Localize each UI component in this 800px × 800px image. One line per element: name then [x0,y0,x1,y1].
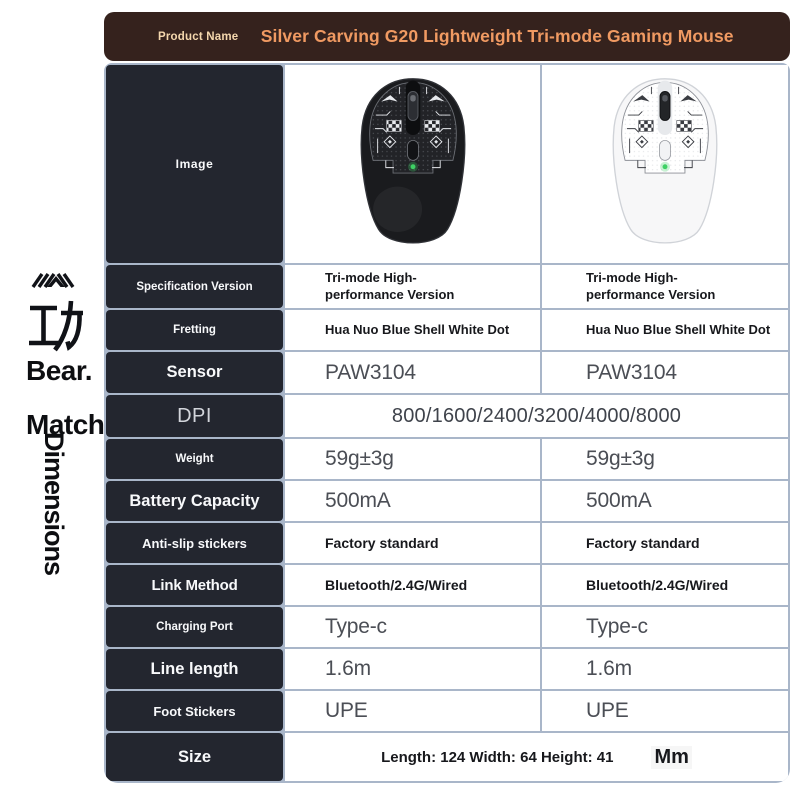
row-label-dpi: DPI [106,395,283,437]
spec-table [104,63,790,783]
value-sensor-col1: PAW3104 [285,352,540,393]
size-unit: Mm [651,746,691,769]
row-label-charging-port: Charging Port [106,607,283,647]
value-anti-slip-stickers-col2: Factory standard [542,523,788,563]
value-link-method-col2: Bluetooth/2.4G/Wired [542,565,788,605]
value-line-length-col2: 1.6m [542,649,788,689]
sidebar-word-match: Match [26,409,105,440]
led-indicator [410,164,415,169]
value-foot-stickers-col2: UPE [542,691,788,731]
image-row-label: Image [106,65,283,263]
value-battery-capacity-col1: 500mA [285,481,540,521]
cn-character-gong [26,295,86,353]
sidebar-word-bear: Bear. [26,355,92,386]
sidebar [22,272,106,575]
led-indicator [663,164,668,169]
value-specification-version-col2: Tri-mode High-performance Version [542,265,788,308]
value-specification-version-col1: Tri-mode High-performance Version [285,265,540,308]
row-label-size: Size [106,733,283,781]
row-label-battery-capacity: Battery Capacity [106,481,283,521]
dpi-button [407,140,418,160]
row-label-link-method: Link Method [106,565,283,605]
row-label-foot-stickers: Foot Stickers [106,691,283,731]
dpi-button [660,140,671,160]
sidebar-vertical-word-dimensions: Dimensions [39,432,69,576]
row-label-anti-slip-stickers: Anti-slip stickers [106,523,283,563]
hatched-stripes-logo-icon [30,272,76,289]
row-label-line-length: Line length [106,649,283,689]
value-foot-stickers-col1: UPE [285,691,540,731]
image-cell-white-version [542,65,788,263]
value-fretting-col1: Hua Nuo Blue Shell White Dot [285,310,540,350]
product-title: Silver Carving G20 Lightweight Tri-mode Gaming Mouse [260,26,734,46]
value-link-method-col1: Bluetooth/2.4G/Wired [285,565,540,605]
product-name-label: Product Name [158,30,239,43]
value-sensor-col2: PAW3104 [542,352,788,393]
value-weight-col2: 59g±3g [542,439,788,479]
value-fretting-col2: Hua Nuo Blue Shell White Dot [542,310,788,350]
value-battery-capacity-col2: 500mA [542,481,788,521]
value-charging-port-col2: Type-c [542,607,788,647]
row-label-sensor: Sensor [106,352,283,393]
row-label-fretting: Fretting [106,310,283,350]
cn-character-text [22,272,23,273]
white-mouse-image [597,71,733,257]
value-charging-port-col1: Type-c [285,607,540,647]
value-line-length-col1: 1.6m [285,649,540,689]
row-label-weight: Weight [106,439,283,479]
black-mouse-image [345,71,481,257]
value-weight-col1: 59g±3g [285,439,540,479]
value-anti-slip-stickers-col1: Factory standard [285,523,540,563]
value-dpi: 800/1600/2400/3200/4000/8000 [285,395,788,437]
value-size: Length: 124 Width: 64 Height: 41 Mm [285,733,788,781]
image-cell-black-version [285,65,540,263]
row-label-specification-version: Specification Version [106,265,283,308]
product-header-bar [104,12,790,61]
